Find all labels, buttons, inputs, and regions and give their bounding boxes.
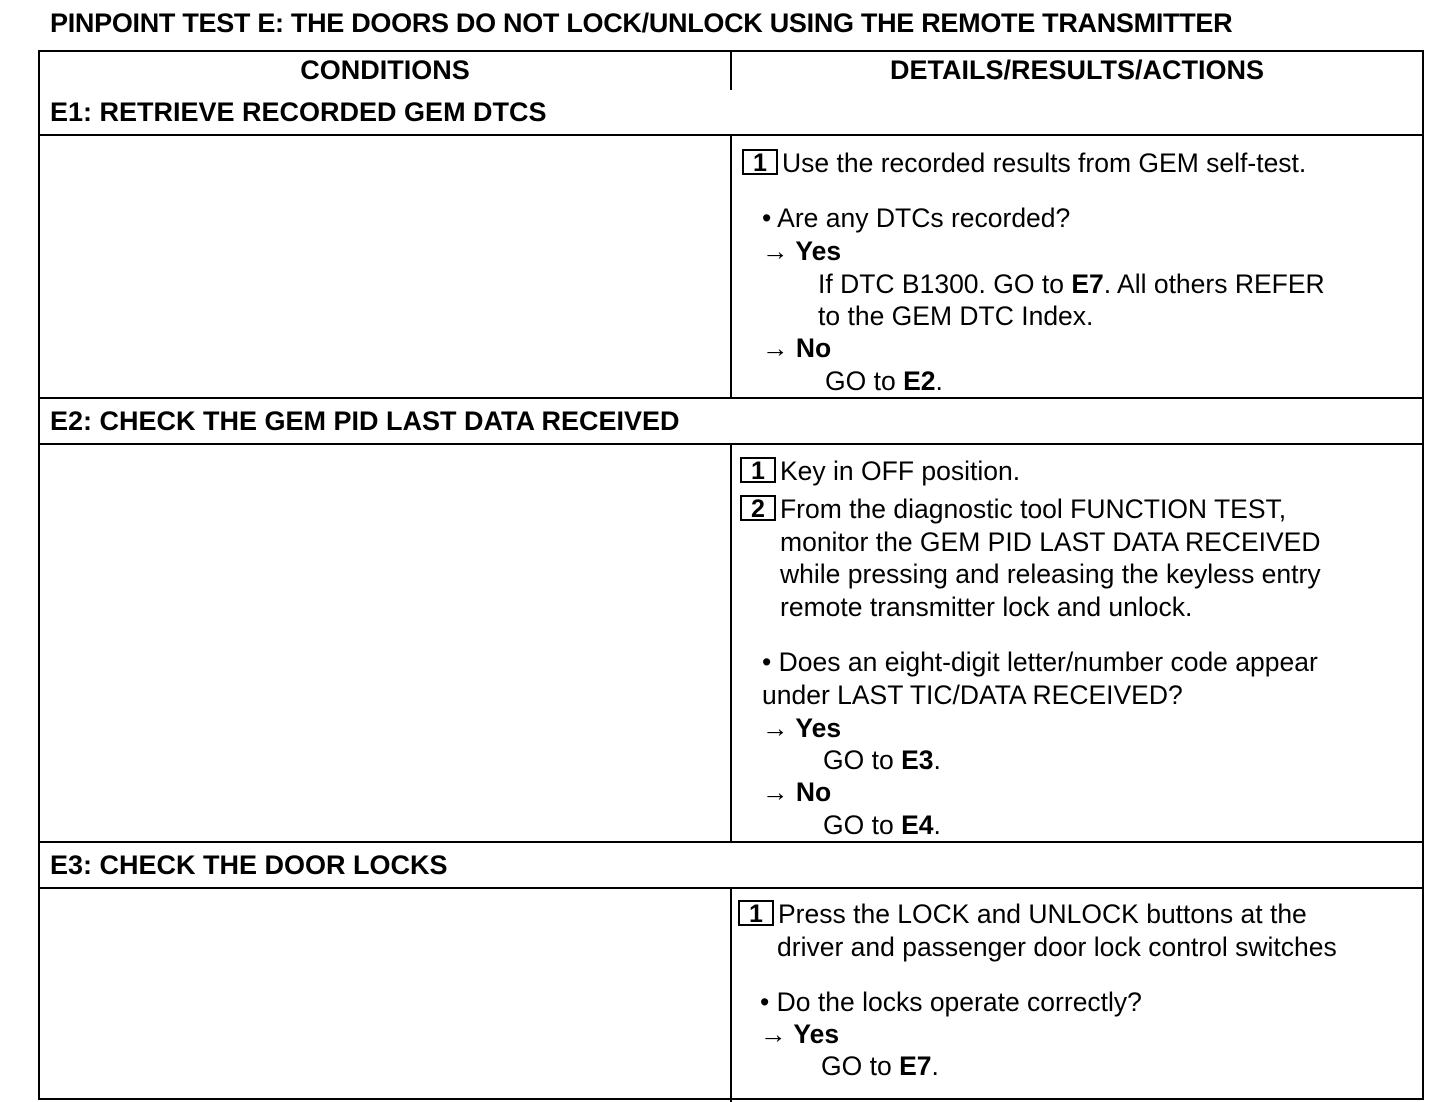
e1-yes-action: If DTC B1300. GO to E7. All others REFER bbox=[818, 269, 1325, 299]
pinpoint-test-table bbox=[38, 50, 1424, 1100]
e1-yes-label: → Yes bbox=[762, 236, 842, 266]
e1-step1: 1 Use the recorded results from GEM self-test. bbox=[742, 147, 1306, 180]
e3-yes-action: GO to E7. bbox=[821, 1051, 939, 1081]
e2-step2-line4: remote transmitter lock and unlock. bbox=[780, 592, 1193, 622]
e2-question: • Does an eight-digit letter/number code appear bbox=[762, 647, 1318, 677]
e3-yes-label: → Yes bbox=[760, 1019, 840, 1049]
e1-no-label: → No bbox=[762, 333, 832, 363]
details-header: DETAILS/RESULTS/ACTIONS bbox=[889, 55, 1264, 85]
step-number-box: 1 bbox=[740, 457, 776, 483]
e3-question: • Do the locks operate correctly? bbox=[760, 987, 1142, 1017]
e1-yes-action-cont: to the GEM DTC Index. bbox=[818, 301, 1094, 331]
e2-no-action: GO to E4. bbox=[823, 810, 941, 840]
step-number-box: 2 bbox=[740, 495, 776, 521]
e2-step2: 2 From the diagnostic tool FUNCTION TEST, bbox=[740, 493, 1286, 526]
e2-step2-line2: monitor the GEM PID LAST DATA RECEIVED bbox=[780, 527, 1321, 557]
e1-question: • Are any DTCs recorded? bbox=[762, 203, 1071, 233]
e2-step2-line3: while pressing and releasing the keyless entry bbox=[780, 559, 1321, 589]
section-e1-heading: E1: RETRIEVE RECORDED GEM DTCS bbox=[40, 90, 1422, 136]
e2-yes-label: → Yes bbox=[762, 713, 842, 743]
conditions-header: CONDITIONS bbox=[300, 55, 470, 85]
e2-question-cont: under LAST TIC/DATA RECEIVED? bbox=[762, 680, 1183, 710]
page-title: PINPOINT TEST E: THE DOORS DO NOT LOCK/UNLOCK USING THE REMOTE TRANSMITTER bbox=[50, 8, 1233, 38]
e3-step1-line2: driver and passenger door lock control switches bbox=[777, 932, 1337, 962]
step-number-box: 1 bbox=[738, 900, 774, 926]
section-e2-heading: E2: CHECK THE GEM PID LAST DATA RECEIVED bbox=[40, 399, 1422, 445]
e3-step1: 1 Press the LOCK and UNLOCK buttons at the bbox=[738, 898, 1307, 931]
column-divider bbox=[730, 52, 732, 1102]
e2-step1: 1 Key in OFF position. bbox=[740, 455, 1020, 488]
e2-no-label: → No bbox=[762, 777, 832, 807]
e2-yes-action: GO to E3. bbox=[823, 745, 941, 775]
section-e3-heading: E3: CHECK THE DOOR LOCKS bbox=[40, 843, 1422, 889]
header-row bbox=[40, 52, 1422, 92]
step-number-box: 1 bbox=[742, 149, 778, 175]
e1-no-action: GO to E2. bbox=[825, 366, 943, 396]
